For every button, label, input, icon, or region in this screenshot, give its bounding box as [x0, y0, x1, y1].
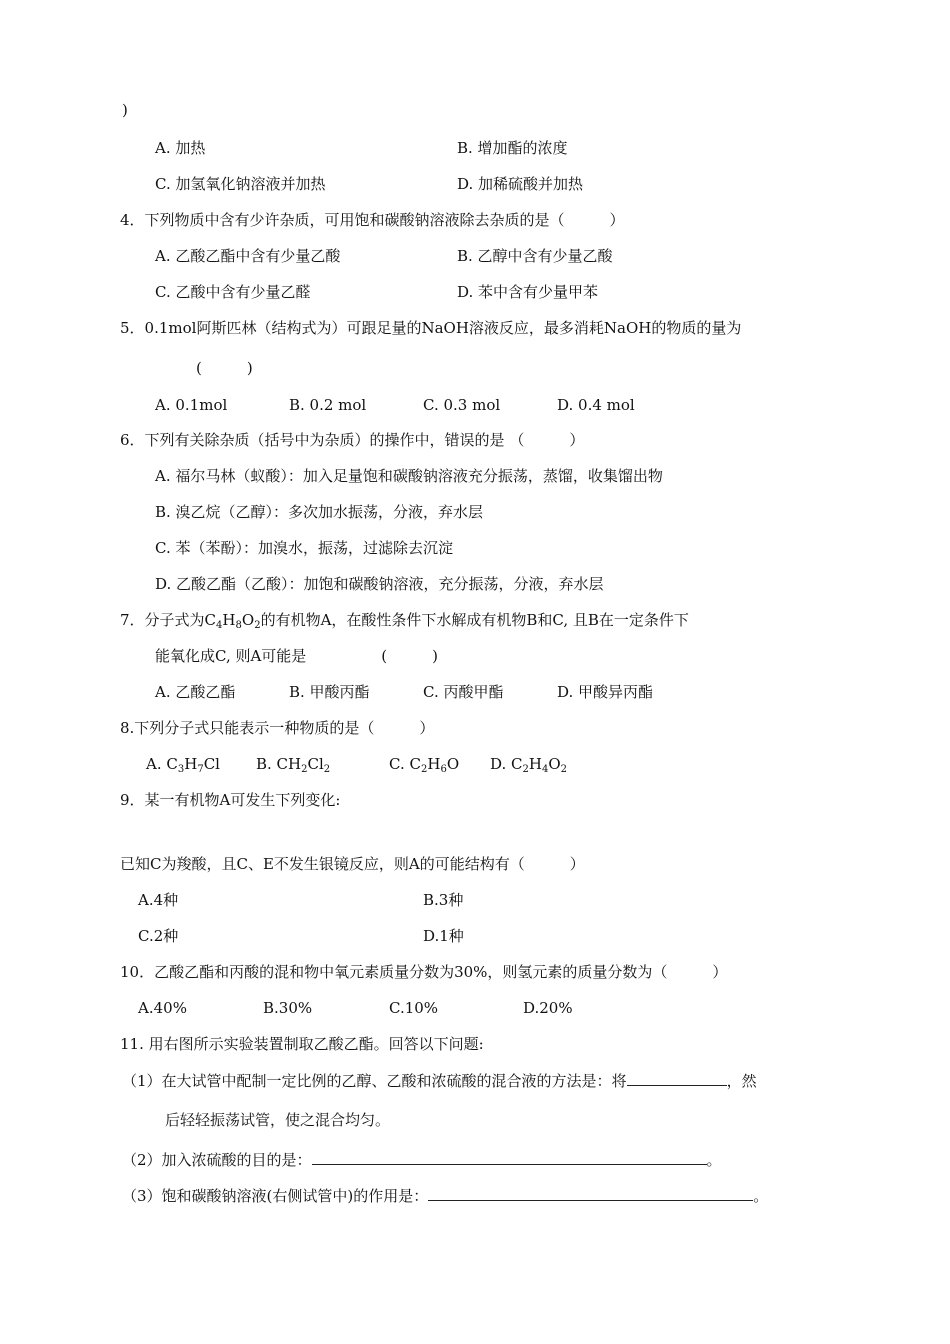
- q10-option-d: D.20%: [523, 999, 573, 1017]
- q5-stem: 5．0.1mol阿斯匹林（结构式为）可跟足量的NaOH溶液反应，最多消耗NaOH的物质的量为: [120, 319, 742, 337]
- q9-option-a: A.4种: [138, 891, 179, 909]
- q8-d-mid-2: O: [548, 755, 561, 773]
- q5-option-b: B. 0.2 mol: [289, 396, 367, 414]
- q6-stem: 6．下列有关除杂质（括号中为杂质）的操作中，错误的是 （ ）: [120, 431, 585, 449]
- q5-option-d: D. 0.4 mol: [557, 396, 635, 414]
- q9-stem: 9．某一有机物A可发生下列变化:: [120, 791, 341, 809]
- q9-option-d: D.1种: [423, 927, 464, 945]
- q11-part-2-suffix: 。: [706, 1151, 722, 1169]
- q8-stem: 8.下列分子式只能表示一种物质的是（ ）: [120, 719, 435, 737]
- q7-stem-post: 的有机物A，在酸性条件下水解成有机物B和C, 且B在一定条件下: [260, 611, 689, 629]
- q7-option-c: C. 丙酸甲酯: [423, 683, 504, 701]
- q10-option-b: B.30%: [263, 999, 313, 1017]
- q11-part-3-text: （3）饱和碳酸钠溶液(右侧试管中)的作用是：: [122, 1187, 429, 1205]
- q3-option-a: A. 加热: [155, 139, 206, 157]
- q3-option-d: D. 加稀硫酸并加热: [457, 175, 584, 193]
- q3-option-c: C. 加氢氧化钠溶液并加热: [155, 175, 326, 193]
- q9-stem-continued: 已知C为羧酸，且C、E不发生银镜反应，则A的可能结构有（ ）: [120, 855, 585, 873]
- q8-b-mid: Cl: [307, 755, 324, 773]
- q7-sub-3: 2: [254, 620, 261, 631]
- q4-stem: 4．下列物质中含有少许杂质，可用饱和碳酸钠溶液除去杂质的是（ ）: [120, 211, 625, 229]
- q7-option-d: D. 甲酸异丙酯: [557, 683, 654, 701]
- q8-d-mid-1: H: [528, 755, 542, 773]
- q10-option-c: C.10%: [389, 999, 439, 1017]
- q11-stem: 11. 用右图所示实验装置制取乙酸乙酯。回答以下问题:: [120, 1035, 484, 1053]
- q8-c-pre: C. C: [389, 755, 421, 773]
- q5-option-a: A. 0.1mol: [155, 396, 228, 414]
- q8-a-sub-2: 7: [197, 764, 204, 775]
- q6-option-b: B. 溴乙烷（乙醇）：多次加水振荡，分液，弃水层: [155, 503, 484, 521]
- q11-part-2-text: （2）加入浓硫酸的目的是：: [122, 1151, 312, 1169]
- q7-sub-2: 8: [235, 620, 242, 631]
- q8-a-mid: H: [184, 755, 198, 773]
- q8-a-post: Cl: [203, 755, 220, 773]
- q6-option-a: A. 福尔马林（蚁酸）：加入足量饱和碳酸钠溶液充分振荡，蒸馏，收集馏出物: [155, 467, 663, 485]
- q11-part-3-suffix: 。: [753, 1187, 769, 1205]
- q11-part-2: [122, 1149, 722, 1170]
- q11-part-1: [122, 1070, 757, 1091]
- q11-part-1-continued: 后轻轻振荡试管，使之混合均匀。: [165, 1111, 391, 1129]
- q9-option-c: C.2种: [138, 927, 179, 945]
- q7-stem: [120, 610, 689, 630]
- q8-option-b: [256, 754, 330, 774]
- q8-c-sub-2: 6: [440, 764, 447, 775]
- q8-option-c: [389, 754, 459, 774]
- q3-option-b: B. 增加酯的浓度: [457, 139, 568, 157]
- q11-part-3: [122, 1185, 768, 1206]
- q7-option-a: A. 乙酸乙酯: [155, 683, 236, 701]
- q7-stem-continued: 能氧化成C, 则A可能是 ( ): [155, 647, 439, 665]
- q8-b-sub-2: 2: [323, 764, 331, 775]
- q3-tail: ): [122, 101, 128, 119]
- q7-sub-1: 4: [216, 620, 223, 631]
- q7-option-b: B. 甲酸丙酯: [289, 683, 370, 701]
- q9-option-b: B.3种: [423, 891, 464, 909]
- q5-option-c: C. 0.3 mol: [423, 396, 501, 414]
- q4-option-a: A. 乙酸乙酯中含有少量乙酸: [155, 247, 341, 265]
- q4-option-b: B. 乙醇中含有少量乙酸: [457, 247, 613, 265]
- q8-c-mid: H: [427, 755, 441, 773]
- q4-option-c: C. 乙酸中含有少量乙醛: [155, 283, 311, 301]
- q11-part-1-text: （1）在大试管中配制一定比例的乙醇、乙酸和浓硫酸的混合液的方法是：将: [122, 1072, 627, 1090]
- q10-stem: 10．乙酸乙酯和丙酸的混和物中氧元素质量分数为30%，则氢元素的质量分数为（ ）: [120, 963, 728, 981]
- q5-answer-paren: ( ): [196, 359, 253, 377]
- q11-part-2-blank[interactable]: [312, 1149, 707, 1165]
- q11-part-1-suffix: ，然: [726, 1072, 757, 1090]
- q8-d-sub-3: 2: [560, 764, 568, 775]
- q6-option-d: D. 乙酸乙酯（乙酸）：加饱和碳酸钠溶液，充分振荡，分液，弃水层: [155, 575, 604, 593]
- q6-option-c: C. 苯（苯酚）：加溴水，振荡，过滤除去沉淀: [155, 539, 453, 557]
- q11-part-1-blank[interactable]: [627, 1070, 727, 1086]
- q8-a-pre: A. C: [146, 755, 178, 773]
- q8-c-sub-1: 2: [420, 764, 428, 775]
- q8-a-sub-1: 3: [177, 764, 185, 775]
- q8-option-a: [146, 754, 220, 774]
- q4-option-d: D. 苯中含有少量甲苯: [457, 283, 599, 301]
- q8-c-post: O: [446, 755, 460, 773]
- q10-option-a: A.40%: [138, 999, 187, 1017]
- q8-b-pre: B. CH: [256, 755, 302, 773]
- q7-mid-2: O: [241, 611, 255, 629]
- q8-option-d: [490, 754, 567, 774]
- q8-d-sub-2: 4: [541, 764, 549, 775]
- q8-b-sub-1: 2: [301, 764, 308, 775]
- q7-stem-pre: 7．分子式为C: [120, 611, 217, 629]
- q7-mid-1: H: [222, 611, 236, 629]
- q8-d-sub-1: 2: [522, 764, 529, 775]
- q11-part-3-blank[interactable]: [428, 1185, 753, 1201]
- q8-d-pre: D. C: [490, 755, 523, 773]
